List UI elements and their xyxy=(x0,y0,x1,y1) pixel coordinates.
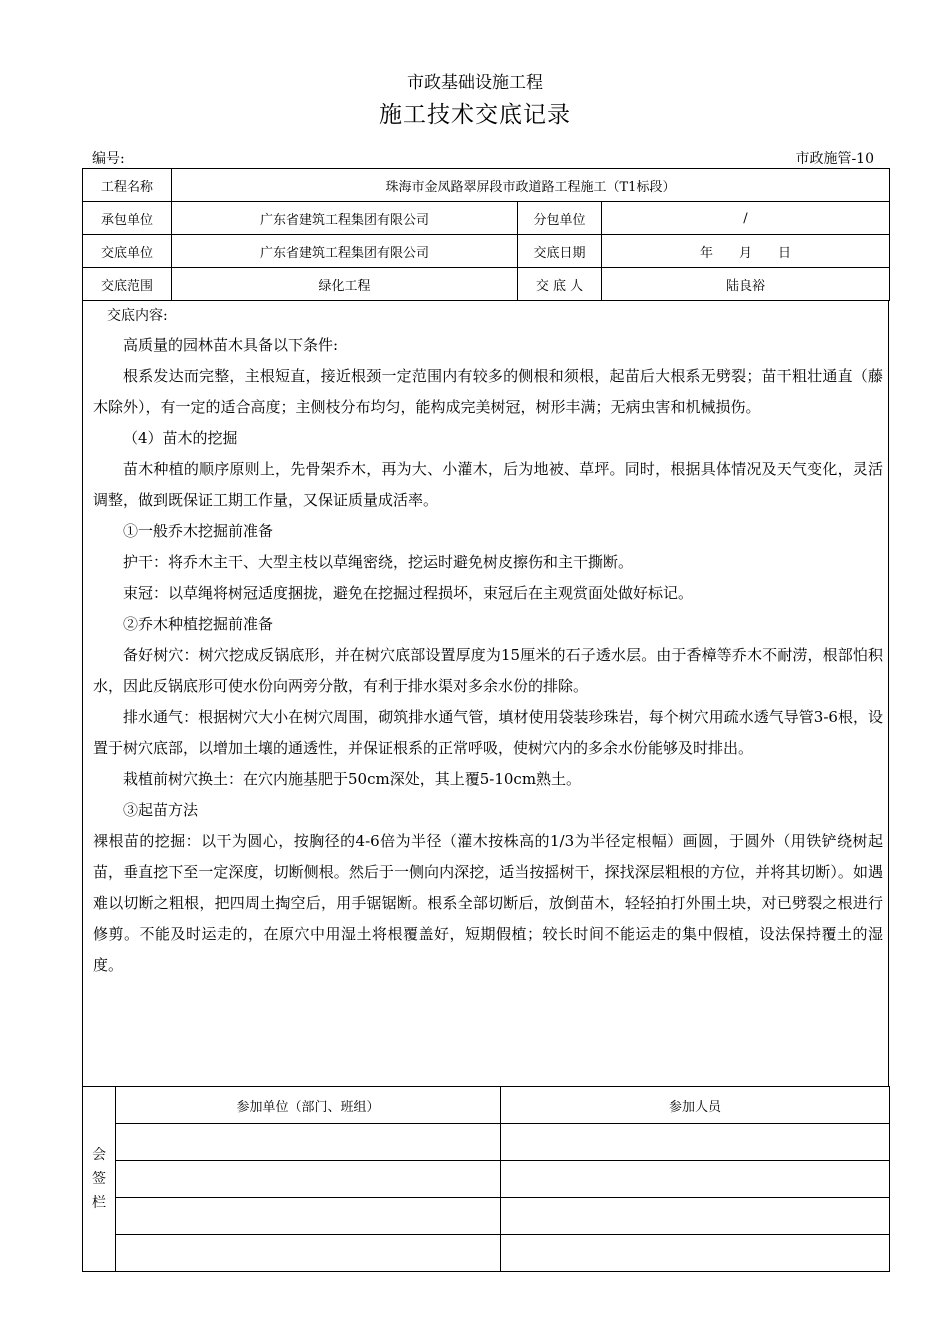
content-body xyxy=(93,330,883,981)
participants-cell[interactable] xyxy=(501,1124,890,1161)
subcontractor-label: 分包单位 xyxy=(518,202,602,235)
disclosure-date-value: 年 月 日 xyxy=(602,235,890,268)
disclosure-unit-label: 交底单位 xyxy=(83,235,172,268)
participating-unit-cell[interactable] xyxy=(116,1235,501,1272)
disclosure-person-label: 交 底 人 xyxy=(518,268,602,301)
content-paragraph: 苗木种植的顺序原则上，先骨架乔木，再为大、小灌木，后为地被、草坪。同时，根据具体情况及天气变化，灵活调整，做到既保证工期工作量，又保证质量成活率。 xyxy=(93,460,883,509)
disclosure-date-label: 交底日期 xyxy=(518,235,602,268)
content-label: 交底内容: xyxy=(107,308,168,324)
project-name-label: 工程名称 xyxy=(83,169,172,202)
table-row xyxy=(83,169,890,202)
countersign-side-text: 会签栏 xyxy=(92,1147,106,1211)
content-paragraph: 护干：将乔木主干、大型主枝以草绳密绕，挖运时避免树皮擦伤和主干撕断。 xyxy=(123,553,634,571)
participants-header: 参加人员 xyxy=(501,1087,890,1124)
table-row xyxy=(83,1124,890,1161)
disclosure-person-value: 陆良裕 xyxy=(602,268,890,301)
content-paragraph-final: 裸根苗的挖掘：以干为圆心，按胸径的4-6倍为半径（灌木按株高的1/3为半径定根幅）画圆，于圆外（用铁铲绕树起苗，垂直挖下至一定深度，切断侧根。然后于一侧向内深挖，适当按摇树干，探找深层粗根的方位，并将其切断）。如遇难以切断之粗根，把四周土掏空后，用手锯锯断。根系全部切断后，放倒苗木，轻轻拍打外围土块，对已劈裂之根进行修剪。不能及时运走的，在原穴中用湿土将根覆盖好，短期假植；较长时间不能运走的集中假植，设法保持覆土的湿度。 xyxy=(93,832,883,974)
contractor-value: 广东省建筑工程集团有限公司 xyxy=(172,202,518,235)
table-row xyxy=(83,1087,890,1124)
content-paragraph: ③起苗方法 xyxy=(123,801,199,819)
content-paragraph: 栽植前树穴换土：在穴内施基肥于50cm深处，其上覆5-10cm熟土。 xyxy=(123,770,582,788)
content-paragraph: ②乔木种植挖掘前准备 xyxy=(123,615,274,633)
content-paragraph: 高质量的园林苗木具备以下条件: xyxy=(123,336,339,354)
content-paragraph: 根系发达而完整，主根短直，接近根颈一定范围内有较多的侧根和须根，起苗后大根系无劈裂；苗干粗壮通直（藤木除外），有一定的适合高度；主侧枝分布均匀，能构成完美树冠，树形丰满；无病虫害和机械损伤。 xyxy=(93,367,883,416)
contractor-label: 承包单位 xyxy=(83,202,172,235)
content-paragraph: 备好树穴：树穴挖成反锅底形，并在树穴底部设置厚度为15厘米的石子透水层。由于香樟等乔木不耐涝，根部怕积水，因此反锅底形可使水份向两旁分散，有利于排水渠对多余水份的排除。 xyxy=(93,646,883,695)
participating-unit-cell[interactable] xyxy=(116,1124,501,1161)
participants-cell[interactable] xyxy=(501,1235,890,1272)
document-title: 施工技术交底记录 xyxy=(379,102,571,128)
countersign-table xyxy=(82,1086,890,1272)
participants-cell[interactable] xyxy=(501,1198,890,1235)
table-row xyxy=(83,235,890,268)
content-paragraph: 束冠：以草绳将树冠适度捆拢，避免在挖掘过程损坏，束冠后在主观赏面处做好标记。 xyxy=(123,584,694,602)
table-row xyxy=(83,202,890,235)
document-subtitle: 市政基础设施工程 xyxy=(407,73,543,93)
countersign-side-label xyxy=(83,1087,116,1272)
subcontractor-value: / xyxy=(602,202,890,235)
scope-label: 交底范围 xyxy=(83,268,172,301)
table-row xyxy=(83,1235,890,1272)
content-paragraph: 排水通气：根据树穴大小在树穴周围，砌筑排水通气管，填材使用袋装珍珠岩，每个树穴用疏水透气导管3-6根，设置于树穴底部，以增加土壤的通透性，并保证根系的正常呼吸，使树穴内的多余水份能够及时排出。 xyxy=(93,708,883,757)
table-row xyxy=(83,1161,890,1198)
disclosure-content-box xyxy=(82,300,889,1087)
participating-unit-cell[interactable] xyxy=(116,1161,501,1198)
participating-unit-header: 参加单位（部门、班组） xyxy=(116,1087,501,1124)
participating-unit-cell[interactable] xyxy=(116,1198,501,1235)
content-paragraph: ①一般乔木挖掘前准备 xyxy=(123,522,274,540)
table-row xyxy=(83,268,890,301)
participants-cell[interactable] xyxy=(501,1161,890,1198)
disclosure-unit-value: 广东省建筑工程集团有限公司 xyxy=(172,235,518,268)
info-table xyxy=(82,168,890,301)
content-paragraph: （4）苗木的挖掘 xyxy=(123,429,238,447)
table-row xyxy=(83,1198,890,1235)
serial-number-label: 编号: xyxy=(92,151,125,167)
form-code: 市政施管-10 xyxy=(795,151,874,167)
project-name-value: 珠海市金凤路翠屏段市政道路工程施工（T1标段） xyxy=(172,169,890,202)
scope-value: 绿化工程 xyxy=(172,268,518,301)
